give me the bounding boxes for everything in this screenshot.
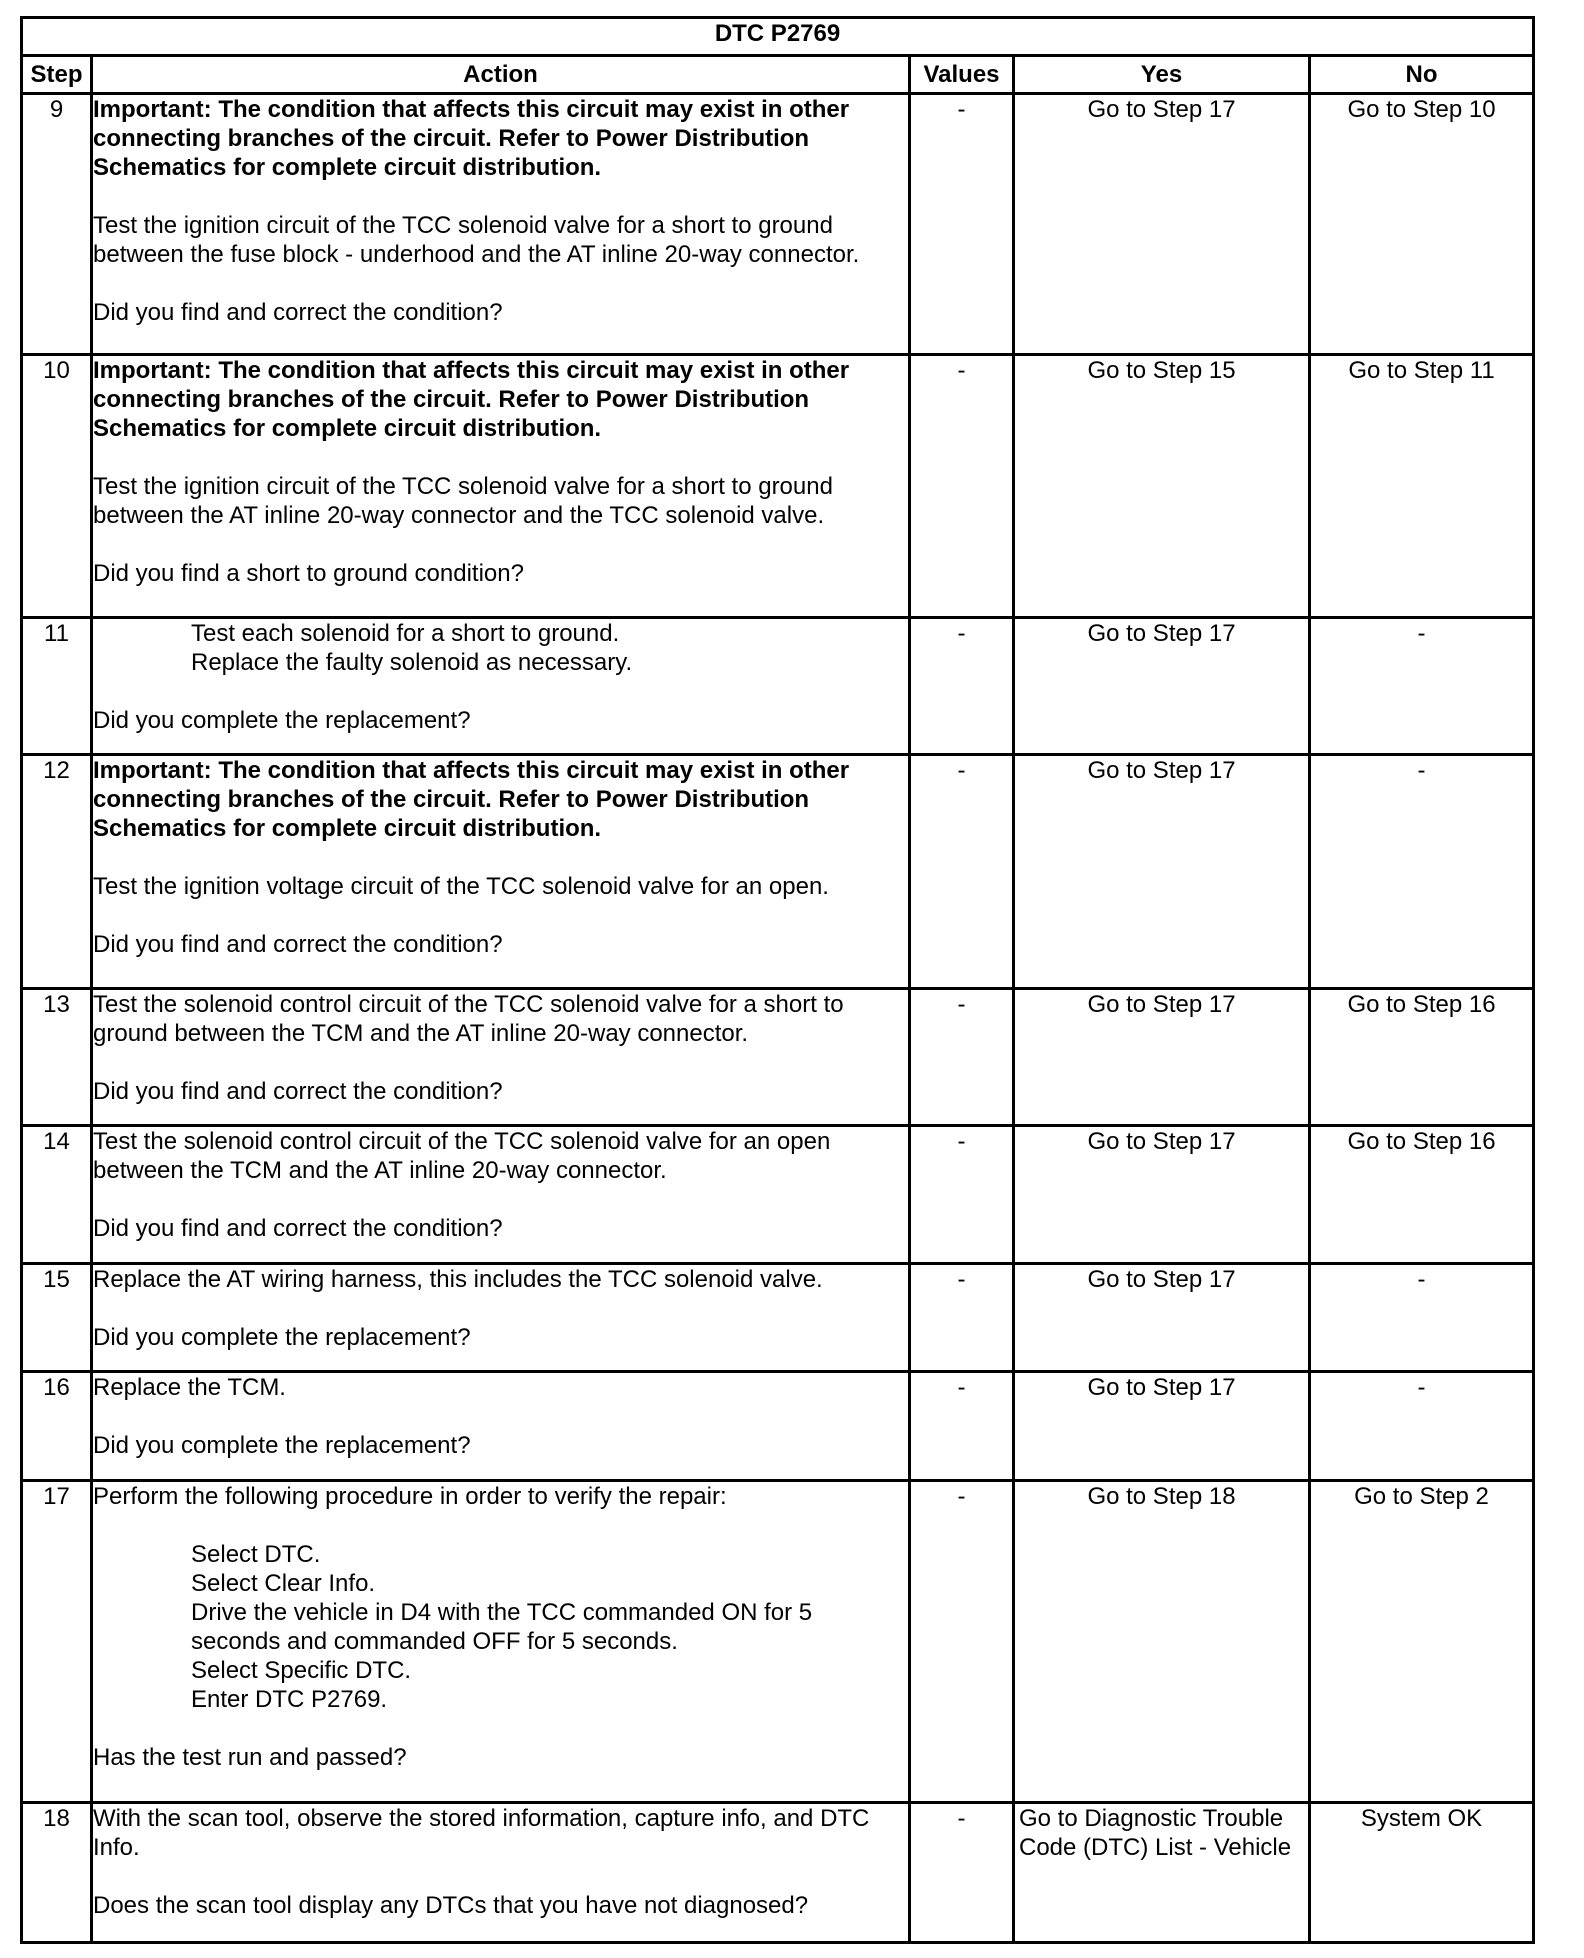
step-number: 16: [22, 1372, 92, 1481]
dtc-table: [20, 16, 1535, 1944]
action-cell: [92, 1126, 910, 1264]
step-number: 13: [22, 989, 92, 1126]
action-cell: [92, 618, 910, 755]
yes-cell: Go to Step 17: [1014, 755, 1310, 989]
step-number: 17: [22, 1481, 92, 1803]
table-row: [22, 1803, 1534, 1943]
yes-cell: Go to Step 17: [1014, 94, 1310, 355]
important-note: Important: The condition that affects this circuit may exist in other connecting branches of the circuit. Refer to Power Distribution Schematics for complete circuit distribution.: [93, 357, 850, 442]
yes-cell: Go to Step 17: [1014, 1126, 1310, 1264]
table-row: [22, 618, 1534, 755]
yes-cell: Go to Diagnostic Trouble Code (DTC) List - Vehicle: [1014, 1803, 1310, 1943]
values-cell: -: [910, 755, 1014, 989]
yes-cell: Go to Step 17: [1014, 989, 1310, 1126]
action-instruction: Test the ignition circuit of the TCC solenoid valve for a short to ground between the AT inline 20-way connector and the TCC solenoid valve.: [93, 473, 833, 529]
no-cell: Go to Step 11: [1310, 355, 1534, 618]
step-number: 9: [22, 94, 92, 355]
table-row: [22, 1372, 1534, 1481]
action-question: Did you complete the replacement?: [93, 1324, 471, 1351]
yes-cell: Go to Step 18: [1014, 1481, 1310, 1803]
yes-cell: Go to Step 17: [1014, 1372, 1310, 1481]
action-cell: [92, 355, 910, 618]
table-row: [22, 755, 1534, 989]
table-row: [22, 94, 1534, 355]
step-number: 12: [22, 755, 92, 989]
action-cell: [92, 1803, 910, 1943]
values-cell: -: [910, 1126, 1014, 1264]
no-cell: Go to Step 16: [1310, 989, 1534, 1126]
action-instruction: Perform the following procedure in order to verify the repair:: [93, 1483, 727, 1510]
action-cell: [92, 1372, 910, 1481]
procedure-list-item: Replace the faulty solenoid as necessary.: [191, 649, 633, 676]
procedure-list-item: Select Specific DTC.: [191, 1657, 412, 1684]
step-number: 18: [22, 1803, 92, 1943]
action-cell: [92, 1481, 910, 1803]
procedure-list-item: Test each solenoid for a short to ground.: [191, 620, 620, 647]
yes-cell: Go to Step 17: [1014, 618, 1310, 755]
procedure-list-item: Enter DTC P2769.: [191, 1686, 388, 1713]
action-question: Did you find a short to ground condition?: [93, 560, 524, 587]
step-number: 14: [22, 1126, 92, 1264]
values-cell: -: [910, 618, 1014, 755]
table-row: [22, 1126, 1534, 1264]
action-question: Did you complete the replacement?: [93, 707, 471, 734]
step-number: 11: [22, 618, 92, 755]
no-cell: -: [1310, 755, 1534, 989]
header-row: [22, 56, 1534, 94]
header-step: Step: [22, 56, 92, 94]
table-row: [22, 989, 1534, 1126]
action-cell: [92, 989, 910, 1126]
action-question: Did you complete the replacement?: [93, 1432, 471, 1459]
action-instruction: With the scan tool, observe the stored information, capture info, and DTC Info.: [93, 1805, 870, 1861]
values-cell: -: [910, 355, 1014, 618]
procedure-list-item: Drive the vehicle in D4 with the TCC commanded ON for 5 seconds and commanded OFF for 5 seconds.: [191, 1599, 813, 1655]
action-cell: [92, 755, 910, 989]
important-note: Important: The condition that affects this circuit may exist in other connecting branches of the circuit. Refer to Power Distribution Schematics for complete circuit distribution.: [93, 757, 850, 842]
header-action: Action: [92, 56, 910, 94]
step-number: 10: [22, 355, 92, 618]
action-cell: [92, 1264, 910, 1372]
no-cell: Go to Step 16: [1310, 1126, 1534, 1264]
header-values: Values: [910, 56, 1014, 94]
header-yes: Yes: [1014, 56, 1310, 94]
no-cell: -: [1310, 1264, 1534, 1372]
action-question: Has the test run and passed?: [93, 1744, 407, 1771]
action-question: Does the scan tool display any DTCs that you have not diagnosed?: [93, 1892, 809, 1919]
no-cell: Go to Step 2: [1310, 1481, 1534, 1803]
action-question: Did you find and correct the condition?: [93, 299, 503, 326]
values-cell: -: [910, 1481, 1014, 1803]
procedure-list-item: Select DTC.: [191, 1541, 321, 1568]
yes-cell: Go to Step 15: [1014, 355, 1310, 618]
no-cell: Go to Step 10: [1310, 94, 1534, 355]
action-question: Did you find and correct the condition?: [93, 931, 503, 958]
action-instruction: Test the solenoid control circuit of the TCC solenoid valve for an open between the TCM and the AT inline 20-way connector.: [93, 1128, 831, 1184]
step-number: 15: [22, 1264, 92, 1372]
values-cell: -: [910, 989, 1014, 1126]
table-row: [22, 355, 1534, 618]
procedure-list-item: Select Clear Info.: [191, 1570, 376, 1597]
table-title: DTC P2769: [22, 18, 1534, 56]
action-instruction: Test the ignition voltage circuit of the TCC solenoid valve for an open.: [93, 873, 829, 900]
action-instruction: Test the solenoid control circuit of the TCC solenoid valve for a short to ground between the TCM and the AT inline 20-way connector.: [93, 991, 844, 1047]
values-cell: -: [910, 94, 1014, 355]
no-cell: System OK: [1310, 1803, 1534, 1943]
action-instruction: Test the ignition circuit of the TCC solenoid valve for a short to ground between the fuse block - underhood and the AT inline 20-way connector.: [93, 212, 860, 268]
no-cell: -: [1310, 618, 1534, 755]
important-note: Important: The condition that affects this circuit may exist in other connecting branches of the circuit. Refer to Power Distribution Schematics for complete circuit distribution.: [93, 96, 850, 181]
values-cell: -: [910, 1264, 1014, 1372]
action-instruction: Replace the AT wiring harness, this includes the TCC solenoid valve.: [93, 1266, 823, 1293]
values-cell: -: [910, 1803, 1014, 1943]
values-cell: -: [910, 1372, 1014, 1481]
action-instruction: Replace the TCM.: [93, 1374, 286, 1401]
yes-cell: Go to Step 17: [1014, 1264, 1310, 1372]
header-no: No: [1310, 56, 1534, 94]
action-question: Did you find and correct the condition?: [93, 1215, 503, 1242]
action-question: Did you find and correct the condition?: [93, 1078, 503, 1105]
action-cell: [92, 94, 910, 355]
no-cell: -: [1310, 1372, 1534, 1481]
table-row: [22, 1481, 1534, 1803]
table-row: [22, 1264, 1534, 1372]
